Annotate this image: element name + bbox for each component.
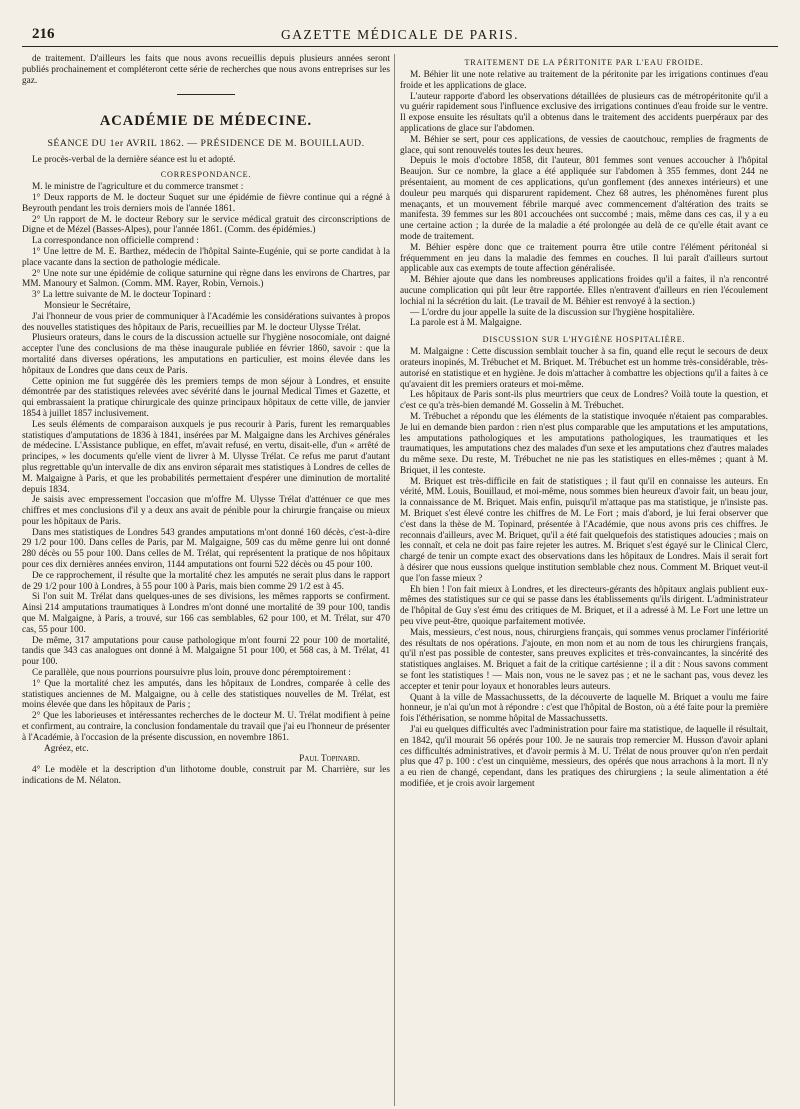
discussion-heading: DISCUSSION SUR L'HYGIÈNE HOSPITALIÈRE. xyxy=(482,335,686,345)
paragraph: Cette opinion me fut suggérée dès les premiers temps de mon séjour à Londres, et ensuite démontrée par des statistiques relevées avec sévérité dans le journal Medical Times et Gazette, et qui embrassaient la pratique chirurgicale des quinze principaux hôpitaux de cette ville, de janvier 1854 à juillet 1857 inclusivement. xyxy=(22,376,390,419)
paragraph: 1° Deux rapports de M. le docteur Suquet sur une épidémie de fièvre continue qui a régné à Beyrouth pendant les trois derniers mois de l'année 1861. xyxy=(22,192,390,214)
paragraph: M. Béhier ajoute que dans les nombreuses applications froides qu'il a faites, il n'a rencontré aucune complication qui pût leur être rapportée. Elles n'entravent d'ailleurs en rien l'écoulement lochial ni la sécrétion du lait. (Le travail de M. Béhier est renvoyé à la section.) xyxy=(400,275,768,307)
paragraph: De même, 317 amputations pour cause pathologique m'ont fourni 22 pour 100 de mortalité, tandis que 343 cas analogues ont donné à M. Malgaigne 51 pour 100, et 568 cas, à M. Trélat, 41 pour 100. xyxy=(22,635,390,668)
paragraph: M. Béhier lit une note relative au traitement de la péritonite par les irrigations continues d'eau froide et les applications de glace. xyxy=(400,70,768,91)
paragraph: M. le ministre de l'agriculture et du commerce transmet : xyxy=(32,182,244,193)
running-header xyxy=(22,26,778,47)
paragraph: Les seuls éléments de comparaison auxquels je pus recourir à Paris, furent les remarquables statistiques d'amputations de 1836 à 1841, insérées par M. Malgaigne dans les Archives générales de médecine. L'Assistance publique, en effet, m'avait refusé, en vertu, disait-elle, d'un « arrêté de principes, » les documents qu'elle vient de livrer à M. Ulysse Trélat. Ce refus me parut d'autant plus regrettable qu'un intervalle de dix ans environ séparait mes statistiques à Londres de celles de M. Malgaigne à Paris, et que les probabilités permettaient d'espérer une diminution de mortalité depuis 1834. xyxy=(22,419,390,495)
paragraph: Dans mes statistiques de Londres 543 grandes amputations m'ont donné 160 décès, c'est-à-dire 29 1/2 pour 100. Dans celles de Paris, par M. Malgaigne, 509 cas du même genre lui ont donné 280 décès ou 55 pour 100. Dans celles de M. Trélat, qui représentent la pratique de nos hôpitaux pour ces dix dernières années environ, 1144 amputations ont fourni 522 décès ou 45 pour 100. xyxy=(22,527,390,571)
paragraph: M. Trébuchet a répondu que les éléments de la statistique invoquée n'étaient pas comparables. Je lui en demande bien pardon : rien n'est plus comparable que les amputations et les amputations, les amputations pathologiques et les amputations pathologiques, les traumatiques et les traumatiques, les amputations chez des malades d'un sexe et les amputations chez d'autres malades du même sexe. Du reste, M. Trébuchet ne nie pas les statistiques en elles-mêmes ; quant à M. Briquet, il les conteste. xyxy=(400,411,768,476)
column-divider xyxy=(394,54,395,1106)
right-column xyxy=(400,54,768,1109)
paragraph: La correspondance non officielle comprend : xyxy=(32,236,199,247)
paragraph: Si l'on suit M. Trélat dans quelques-unes de ses divisions, les mêmes rapports se confirment. Ainsi 214 amputations traumatiques à Londres m'ont donné une mortalité de 39 pour 100, tandis que M. Malgaigne, à Paris, a trouvé, sur 166 cas semblables, 62 pour 100, et M. Trélat, sur 470 cas, 55 pour 100. xyxy=(22,592,390,635)
paragraph: M. Béhier se sert, pour ces applications, de vessies de caoutchouc, remplies de fragments de glace, qui sont renouvelés toutes les deux heures. xyxy=(400,134,768,156)
page-number: 216 xyxy=(32,26,55,42)
paragraph: Quant à la ville de Massachussetts, de la découverte de laquelle M. Briquet a voulu me faire honneur, je n'ai qu'un mot à répondre : c'est que l'hôpital de Boston, où a été faite pour la première fois l'éthérisation, se nomme hôpital de Massachussetts. xyxy=(400,692,768,725)
paragraph: Eh bien ! l'on fait mieux à Londres, et les directeurs-gérants des hôpitaux anglais publient eux-mêmes des statistiques sur ce qui se passe dans les établissements qu'ils dirigent. L'administrateur de l'hôpital de Guy s'est ému des critiques de M. Briquet, et il a adressé à M. Le Fort une lettre un peu vive peut-être, quoique parfaitement motivée. xyxy=(400,584,768,628)
paragraph: Depuis le mois d'octobre 1858, dit l'auteur, 801 femmes sont venues accoucher à l'hôpital Beaujon. Sur ce nombre, la glace a été appliquée sur l'abdomen à 355 femmes, dont 244 ne présentaient, au moment de ces applications, qu'un gonflement (des annexes intérieurs) et une douleur peu marqués qui disparurent rapidement. Chez 68 autres, les phénomènes furent plus menaçants, et un mouvement fébrile marqué avec commencement d'altération des traits se manifesta. 39 femmes sur les 801 accouchées ont succombé ; mais, même dans ces cas, il y a eu une certaine action ; la durée de la maladie a été prolongée au delà de ce qu'elle était avant ce mode de traitement. xyxy=(400,156,768,242)
paragraph: De ce rapprochement, il résulte que la mortalité chez les amputés ne serait plus dans le rapport de 29 1/2 pour 100 à Londres, à 55 pour 100 à Paris, mais bien comme 29 1/2 est à 45. xyxy=(22,570,390,592)
section-title: ACADÉMIE DE MÉDECINE. xyxy=(99,113,313,130)
paragraph: 2° Que les laborieuses et intéressantes recherches de le docteur M. U. Trélat modifient à peine et confirment, au contraire, la conclusion fondamentale du travail que j'ai eu l'honneur de présenter à l'Académie, à l'occasion de la présente discussion, en novembre 1861. xyxy=(22,711,390,743)
signature: Paul Topinard. xyxy=(299,754,360,765)
correspondance-heading: CORRESPONDANCE. xyxy=(160,170,252,180)
paragraph: 4° Le modèle et la description d'un lithotome double, construit par M. Charrière, sur les indications de M. Nélaton. xyxy=(22,765,390,787)
paragraph: 3° La lettre suivante de M. le docteur Topinard : xyxy=(32,290,211,301)
paragraph: Le procès-verbal de la dernière séance est lu et adopté. xyxy=(32,155,236,166)
paragraph: Je saisis avec empressement l'occasion que m'offre M. Ulysse Trélat d'atténuer ce que mes chiffres et mes conclusions d'il y a deux ans avait de pénible pour la chirurgie française ou mieux pour les hôpitaux de Paris. xyxy=(22,495,390,527)
paragraph: J'ai l'honneur de vous prier de communiquer à l'Académie les considérations suivantes à propos des nouvelles statistiques des hôpitaux de Paris, recueillies par M. le docteur Ulysse Trélat. xyxy=(22,311,390,333)
journal-title: GAZETTE MÉDICALE DE PARIS. xyxy=(281,27,519,42)
paragraph: J'ai eu quelques difficultés avec l'administration pour faire ma statistique, de laquelle il résultait, en 1842, qu'il mourait 56 opérés pour 100. Je ne saurais trop remercier M. Husson d'avoir aplani ces difficultés administratives, et d'avoir permis à M. U. Trélat de nous prouver qu'on n'en perdait plus que 47 p. 100 : c'est un cinquième, messieurs, des opérés que nous arrachons à la mort. Il n'y a eu rien de changé, cependant, dans les pratiques des chirurgiens ; la seule alimentation a été modifiée, et je crois avoir largement xyxy=(400,725,768,789)
paragraph: La parole est à M. Malgaigne. xyxy=(410,318,522,329)
paragraph: 1° Que la mortalité chez les amputés, dans les hôpitaux de Londres, comparée à celle des statistiques anciennes de M. Malgaigne, ou à celle des statistiques nouvelles de M. Trélat, est moins élevée que dans les hôpitaux de Paris ; xyxy=(22,678,390,711)
paragraph: M. Béhier espère donc que ce traitement pourra être utile contre l'élément péritonéal si fréquemment en jeu dans la maladie des femmes en couches. Il lui paraît d'ailleurs surtout applicable aux cas exempts de toute affection généralisée. xyxy=(400,242,768,275)
paragraph: M. Briquet est très-difficile en fait de statistiques ; il faut qu'il en connaisse les auteurs. En vérité, MM. Louis, Bouillaud, et moi-même, nous sommes bien heureux d'avoir fait, un beau jour, la connaissance de M. Briquet. Mais enfin, puisqu'il m'attaque pas ma statistique, je n'insiste pas. M. Briquet s'est élevé contre les chiffres de M. Le Fort ; mais d'abord, je lui ferai observer que c'est dans la thèse de M. Topinard, présentée à l'Académie, que nous avons pris ces chiffres. Je reconnais d'ailleurs, avec M. Briquet, qu'il a été fait quelquefois des statistiques adoucies ; mais on les connaît, et cela ne doit pas faire rejeter les autres. M. Briquet s'est égayé sur le Clinical Clerc, chargé de tenir un compte exact des observations dans les hôpitaux de Londres. Mais il serait fort à désirer que nous eussions quelque institution semblable chez nous. Comment M. Briquet veut-il que l'on fasse mieux ? xyxy=(400,476,768,584)
divider xyxy=(177,94,235,95)
letter-salutation: Monsieur le Secrétaire, xyxy=(44,300,131,311)
paragraph: Les hôpitaux de Paris sont-ils plus meurtriers que ceux de Londres? Voilà toute la question, et c'est ce qu'a très-bien demandé M. Gosselin à M. Trébuchet. xyxy=(400,390,768,412)
paragraph: 1° Une lettre de M. E. Barthez, médecin de l'hôpital Sainte-Eugénie, qui se porte candidat à la place vacante dans la section de pathologie médicale. xyxy=(22,246,390,268)
paragraph: Plusieurs orateurs, dans le cours de la discussion actuelle sur l'hygiène nosocomiale, ont daigné accepter l'une des conclusions de ma thèse inaugurale publiée en février 1860, savoir : que la mortalité dans diverses opérations, les amputations en particulier, est moins élevée dans les hôpitaux de Londres que dans ceux de Paris. xyxy=(22,333,390,376)
paragraph: L'auteur rapporte d'abord les observations détaillées de plusieurs cas de métropéritonite qu'il a vu guérir rapidement sous l'influence exclusive des irrigations continues d'eau froide sur le ventre. Il expose ensuite les résultats qu'il a obtenus dans le traitement des accidents puerpéraux par des applications de glace sur l'abdomen. xyxy=(400,91,768,134)
paragraph: — L'ordre du jour appelle la suite de la discussion sur l'hygiène hospitalière. xyxy=(410,307,695,318)
paragraph: 2° Une note sur une épidémie de colique saturnine qui règne dans les environs de Chartres, par MM. Manoury et Salmon. (Comm. MM. Rayer, Robin, Vernois.) xyxy=(22,268,390,290)
left-column xyxy=(22,54,390,1109)
paragraph: Ce parallèle, que nous pourrions poursuivre plus loin, prouve donc péremptoirement : xyxy=(32,668,351,679)
paragraph: de traitement. D'ailleurs les faits que nous avons recueillis depuis plusieurs années seront publiés prochainement et compléteront cette série de recherches que nous avons entreprises sur les gaz. xyxy=(22,54,390,86)
paragraph: 2° Un rapport de M. le docteur Rebory sur le service médical gratuit des circonscriptions de Digne et de Mézel (Basses-Alpes), pour l'année 1861. (Comm. des épidémies.) xyxy=(22,214,390,236)
letter-closing: Agréez, etc. xyxy=(44,743,89,754)
paragraph: M. Malgaigne : Cette discussion semblait toucher à sa fin, quand elle reçut le secours de deux orateurs inopinés, M. Trébuchet et M. Briquet. M. Trébuchet est un homme très-considérable, très-autorisé en statistique et en hygiène. Je dois m'attacher à combattre les objections qu'il a faites à ce qu'avaient dit les premiers orateurs et moi-même. xyxy=(400,347,768,390)
seance-heading: SÉANCE DU 1er AVRIL 1862. — PRÉSIDENCE DE M. BOUILLAUD. xyxy=(47,138,365,150)
text-columns xyxy=(22,54,778,1109)
peritonite-heading: TRAITEMENT DE LA PÉRITONITE PAR L'EAU FROIDE. xyxy=(464,58,704,67)
paragraph: Mais, messieurs, c'est nous, nous, chirurgiens français, qui sommes venus proclamer l'infériorité des résultats de nos opérations. J'ajoute, en mon nom et au nom de tous les chirurgiens français, qu'il n'est pas possible de contester, sans preuves explicites et très-convaincantes, la sincérité des statistiques anglaises. M. Briquet a fait de la critique cartésienne ; il a dit : Nous savons comment se font les statistiques ! — Mais non, vous ne le savez pas ; et ne le sachant pas, vous devez les accepter et tenir pour loyaux et honorables leurs auteurs. xyxy=(400,627,768,692)
